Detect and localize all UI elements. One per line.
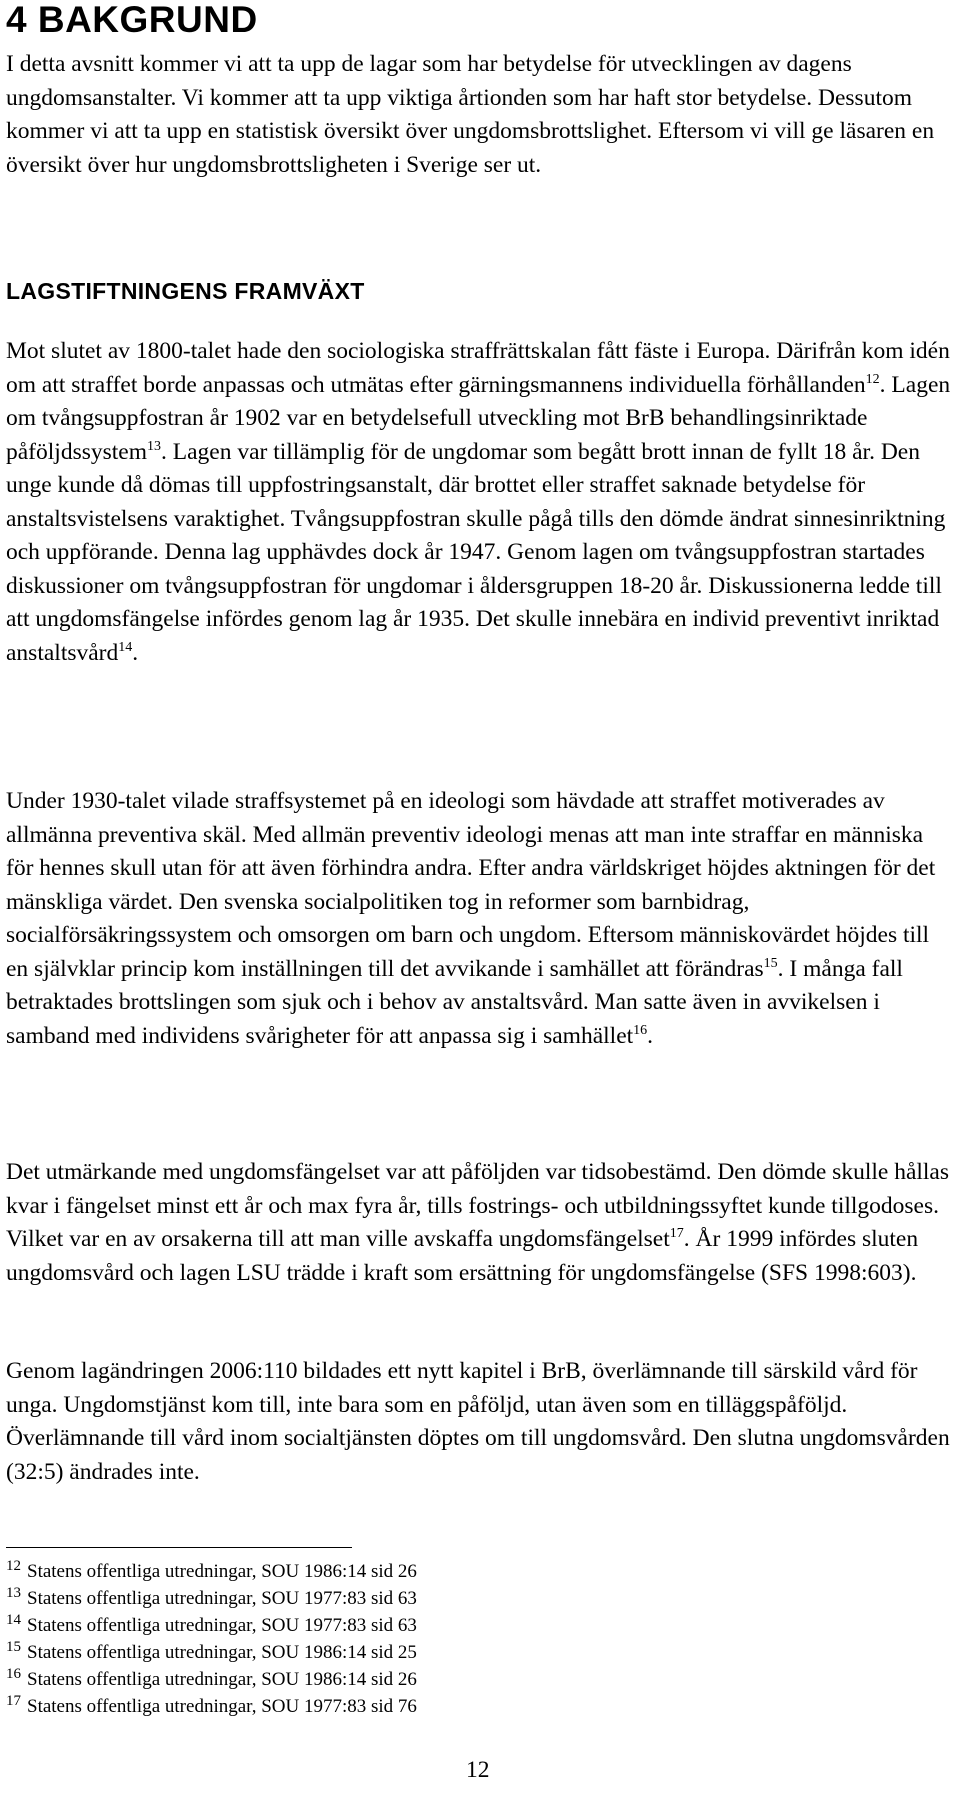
footnote-text: Statens offentliga utredningar, SOU 1977:83 sid 76 [27,1696,417,1717]
footnote [6,1612,706,1639]
footnote-separator [6,1547,352,1548]
paragraph-text: . År 1999 infördes sluten ungdomsvård och lagen LSU trädde i kraft som ersättning för ungdomsfängelse (SFS 1998:603). [6,1226,919,1286]
footnote-text: Statens offentliga utredningar, SOU 1977:83 sid 63 [27,1615,417,1636]
footnote-number: 12 [6,1558,21,1574]
footnote-number: 13 [6,1585,21,1601]
footnote-number: 15 [6,1639,21,1655]
footnote-text: Statens offentliga utredningar, SOU 1986:14 sid 26 [27,1669,417,1690]
body-paragraph-3 [6,1156,952,1290]
paragraph-text: Under 1930-talet vilade straffsystemet på en ideologi som hävdade att straffet motiverades av allmänna preventiva skäl. Med allmän preventiv ideologi menas att man inte straffar en människa för hennes skull utan för att även förhindra andra. Efter andra världskriget höjdes aktningen för det mänskliga värdet. Den svenska socialpolitiken tog in reformer som barnbidrag, socialförsäkringssystem och omsorgen om barn och ungdom. Eftersom människovärdet höjdes till en självklar princip kom inställningen till det avvikande i samhället att förändras [6,788,936,982]
footnote [6,1639,706,1666]
chapter-title: 4 BAKGRUND [6,0,258,40]
footnote-reference: 13 [147,438,161,454]
footnote-number: 14 [6,1612,21,1628]
footnote-reference: 15 [763,955,778,971]
intro-paragraph: I detta avsnitt kommer vi att ta upp de lagar som har betydelse för utvecklingen av dagens ungdomsanstalter. Vi kommer att ta upp viktiga årtionden som har haft stor betydelse. Dessutom kommer vi att ta upp en statistisk översikt över ungdomsbrottslighet. Eftersom vi vill ge läsaren en översikt över hur ungdomsbrottsligheten i Sverige ser ut. [6,51,935,178]
footnote-reference: 17 [669,1226,684,1241]
footnote [6,1693,706,1720]
footnote-reference: 14 [118,639,133,655]
footnote [6,1666,706,1693]
footnote-number: 16 [6,1666,21,1682]
body-paragraph-1 [6,335,952,670]
footnote-reference: 16 [633,1022,648,1038]
paragraph-text: Det utmärkande med ungdomsfängelset var att påföljden var tidsobestämd. Den dömde skulle hållas kvar i fängelset minst ett år och max fyra år, tills fostrings- och utbildningssyftet kunde tillgodoses. Vilket var en av orsakerna till att man ville avskaffa ungdomsfängelset [6,1159,950,1252]
section-title: LAGSTIFTNINGENS FRAMVÄXT [6,278,365,304]
footnote-number: 17 [6,1693,21,1709]
footnote-reference: 12 [865,371,880,387]
paragraph-text: . [132,639,139,666]
paragraph-text: . I många fall betraktades brottslingen som sjuk och i behov av anstaltsvård. Man satte även in avvikelsen i samband med individens svårigheter för att anpassa sig i samhället [6,955,903,1049]
paragraph-text: Mot slutet av 1800-talet hade den sociologiska straffrättskalan fått fäste i Europa. Därifrån kom idén om att straffet borde anpassas och utmätas efter gärningsmannens individuella förhållanden [6,338,950,398]
paragraph-text: . Lagen om tvångsuppfostran år 1902 var en betydelsefull utveckling mot BrB behandlingsinriktade påföljdssystem [6,371,951,465]
footnote-text: Statens offentliga utredningar, SOU 1986:14 sid 25 [27,1642,417,1663]
footnote-text: Statens offentliga utredningar, SOU 1986:14 sid 26 [27,1561,417,1582]
footnote [6,1585,706,1612]
footnotes [6,1558,706,1720]
body-paragraph-2 [6,785,952,1053]
footnote-text: Statens offentliga utredningar, SOU 1977:83 sid 63 [27,1588,417,1609]
body-paragraph-4: Genom lagändringen 2006:110 bildades ett nytt kapitel i BrB, överlämnande till särskild vård för unga. Ungdomstjänst kom till, inte bara som en påföljd, utan även som en tilläggspåföljd. Överlämnande till vård inom socialtjänsten döptes om till ungdomsvård. Den slutna ungdomsvården (32:5) ändrades inte. [6,1358,950,1485]
paragraph-text: . Lagen var tillämplig för de ungdomar som begått brott innan de fyllt 18 år. Den unge kunde då dömas till uppfostringsanstalt, där brottet eller straffet saknade betydelse för anstaltsvistelsens varaktighet. Tvångsuppfostran skulle pågå tills den dömde ändrat sinnesinriktning och uppförande. Denna lag upphävdes dock år 1947. Genom lagen om tvångsuppfostran startades diskussioner om tvångsuppfostran för ungdomar i åldersgruppen 18-20 år. Diskussionerna ledde till att ungdomsfängelse infördes genom lag år 1935. Det skulle innebära en individ preventivt inriktad anstaltsvård [6,438,946,666]
document-page [6,0,954,1795]
page-number: 12 [466,1757,490,1783]
paragraph-text: . [647,1022,654,1049]
footnote [6,1558,706,1585]
